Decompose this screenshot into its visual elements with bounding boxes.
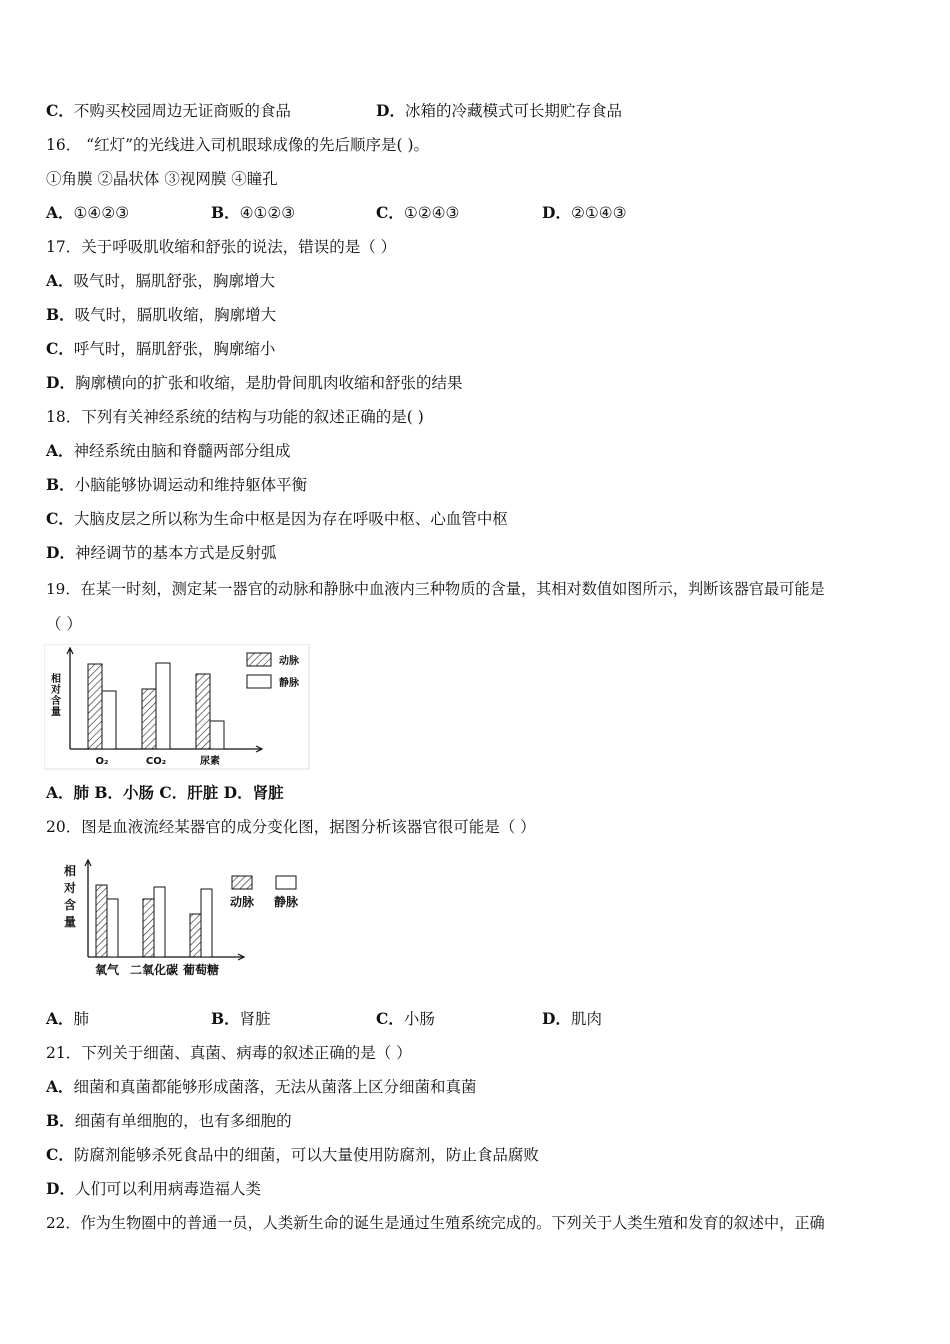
q21-option-d: D．人们可以利用病毒造福人类 (46, 1179, 261, 1198)
x-tick-label: 氧气 (94, 963, 120, 977)
bar-artery (96, 885, 107, 957)
q16-option-c: C．①②④③ (376, 203, 460, 222)
q17-option-d: D．胸廓横向的扩张和收缩，是肋骨间肌肉收缩和舒张的结果 (46, 373, 463, 392)
q18-option-a: A．神经系统由脑和脊髓两部分组成 (46, 441, 291, 460)
y-axis-label: 相 (63, 864, 77, 878)
legend-swatch-artery (247, 653, 271, 666)
q18-option-b: B．小脑能够协调运动和维持躯体平衡 (46, 475, 308, 494)
bar-vein (102, 691, 116, 749)
x-tick-label: 葡萄糖 (182, 963, 220, 977)
q16-option-d: D．②①④③ (542, 203, 627, 222)
y-axis-label: 对 (63, 881, 77, 895)
y-axis-label: 量 (63, 915, 77, 929)
q21-option-b: B．细菌有单细胞的，也有多细胞的 (46, 1111, 292, 1130)
q17-option-c: C．呼气时，膈肌舒张，胸廓缩小 (46, 339, 276, 358)
bar-artery (142, 689, 156, 749)
q16-stem: 16． “红灯”的光线进入司机眼球成像的先后顺序是( )。 (46, 136, 430, 154)
legend-swatch-vein (247, 675, 271, 688)
x-tick-label: 尿素 (200, 756, 220, 767)
bar-artery (143, 899, 154, 957)
x-tick-label: CO₂ (145, 756, 167, 767)
q15-option-c: C．不购买校园周边无证商贩的食品 (46, 101, 291, 120)
q15-option-d: D．冰箱的冷藏模式可长期贮存食品 (376, 101, 622, 120)
q18-stem: 18．下列有关神经系统的结构与功能的叙述正确的是( ) (46, 408, 424, 426)
bar-vein (107, 899, 118, 957)
q20-option-d: D．肌肉 (542, 1009, 602, 1028)
q20-option-a: A．肺 (46, 1009, 90, 1028)
q19-bar-chart (44, 644, 310, 770)
q19-paren: （ ） (46, 615, 82, 633)
q21-stem: 21．下列关于细菌、真菌、病毒的叙述正确的是（ ） (46, 1044, 412, 1062)
legend-label: 动脉 (279, 656, 299, 667)
q17-option-a: A．吸气时，膈肌舒张，胸廓增大 (46, 271, 276, 290)
q19-stem: 19．在某一时刻，测定某一器官的动脉和静脉中血液内三种物质的含量，其相对数值如图所示，判断该器官最可能是 (46, 580, 825, 598)
q18-option-d: D．神经调节的基本方式是反射弧 (46, 543, 277, 562)
bar-vein (154, 887, 165, 957)
q22-stem: 22．作为生物圈中的普通一员，人类新生命的诞生是通过生殖系统完成的。下列关于人类生殖和发育的叙述中，正确 (46, 1214, 825, 1232)
bar-artery (88, 664, 102, 749)
legend-label: 动脉 (229, 895, 255, 909)
q20-option-b: B．肾脏 (211, 1009, 271, 1028)
bar-vein (210, 721, 224, 749)
q20-bar-chart (60, 856, 320, 988)
legend-label: 静脉 (279, 678, 299, 689)
bar-artery (190, 914, 201, 957)
q18-option-c: C．大脑皮层之所以称为生命中枢是因为存在呼吸中枢、心血管中枢 (46, 509, 508, 528)
legend-swatch-artery (232, 876, 252, 889)
y-axis-label: 相 (51, 674, 61, 685)
y-axis-label: 含 (51, 696, 61, 707)
q17-option-b: B．吸气时，膈肌收缩，胸廓增大 (46, 305, 277, 324)
q19-options: A．肺 B．小肠 C．肝脏 D．肾脏 (46, 783, 284, 802)
bar-vein (201, 889, 212, 957)
legend-label: 静脉 (273, 895, 299, 909)
q21-option-c: C．防腐剂能够杀死食品中的细菌，可以大量使用防腐剂，防止食品腐败 (46, 1145, 539, 1164)
q21-option-a: A．细菌和真菌都能够形成菌落，无法从菌落上区分细菌和真菌 (46, 1077, 477, 1096)
q16-option-a: A．①④②③ (46, 203, 130, 222)
y-axis-label: 对 (51, 685, 61, 696)
q16-option-b: B．④①②③ (211, 203, 296, 222)
q20-option-c: C．小肠 (376, 1009, 435, 1028)
y-axis-label: 含 (63, 898, 77, 912)
q20-stem: 20．图是血液流经某器官的成分变化图，据图分析该器官很可能是（ ） (46, 818, 536, 836)
bar-artery (196, 674, 210, 749)
q17-stem: 17．关于呼吸肌收缩和舒张的说法，错误的是（ ） (46, 238, 397, 256)
bar-vein (156, 663, 170, 749)
y-axis-label: 量 (51, 707, 61, 718)
q16-items: ①角膜 ②晶状体 ③视网膜 ④瞳孔 (46, 170, 278, 188)
legend-swatch-vein (276, 876, 296, 889)
x-tick-label: 二氧化碳 (129, 963, 179, 977)
x-tick-label: O₂ (95, 756, 109, 767)
